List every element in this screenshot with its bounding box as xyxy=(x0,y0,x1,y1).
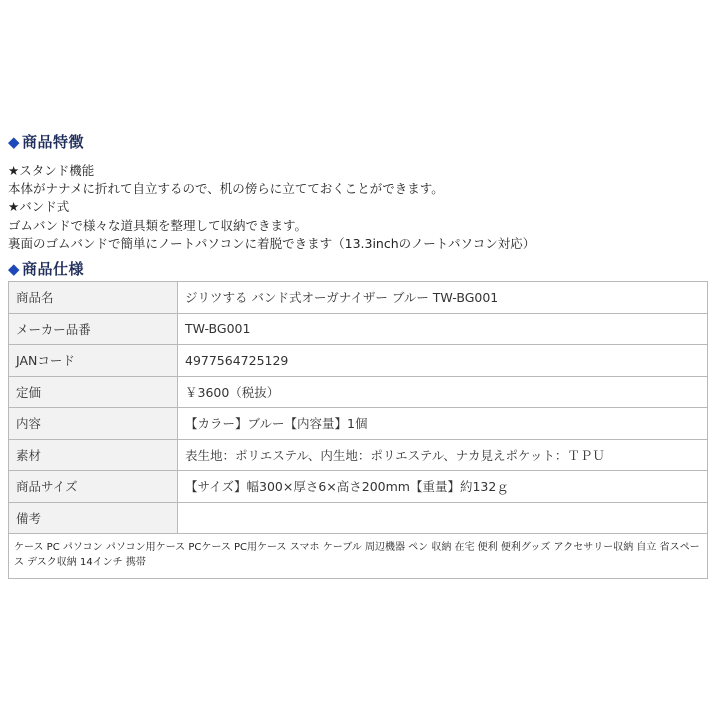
spec-row-material xyxy=(9,439,708,471)
spec-value: 4977564725129 xyxy=(178,345,708,377)
spec-row-keywords xyxy=(9,534,708,579)
feature-line: 裏面のゴムバンドで簡単にノートパソコンに着脱できます（13.3inchのノートパソコン対応） xyxy=(8,235,536,251)
features-text xyxy=(8,162,535,253)
spec-row-jan-code xyxy=(9,345,708,377)
spec-label: メーカー品番 xyxy=(9,313,178,345)
spec-row-contents xyxy=(9,408,708,440)
spec-row-notes xyxy=(9,502,708,534)
spec-heading-text: 商品仕様 xyxy=(22,260,85,278)
spec-label: 素材 xyxy=(9,439,178,471)
spec-label: 商品名 xyxy=(9,282,178,314)
spec-heading xyxy=(8,258,84,279)
spec-row-price xyxy=(9,376,708,408)
spec-label: JANコード xyxy=(9,345,178,377)
spec-row-size xyxy=(9,471,708,503)
spec-value xyxy=(178,502,708,534)
spec-value: 【サイズ】幅300×厚さ6×高さ200mm【重量】約132ｇ xyxy=(178,471,708,503)
spec-value: TW-BG001 xyxy=(178,313,708,345)
feature-line: 本体がナナメに折れて自立するので、机の傍らに立てておくことができます。 xyxy=(8,181,444,197)
spec-row-product-name xyxy=(9,282,708,314)
spec-label: 備考 xyxy=(9,502,178,534)
spec-table xyxy=(8,281,708,579)
features-heading-text: 商品特徴 xyxy=(22,133,85,151)
feature-line: ゴムバンドで様々な道具類を整理して収納できます。 xyxy=(8,217,308,233)
spec-value: 【カラー】ブルー【内容量】1個 xyxy=(178,408,708,440)
spec-row-model-number xyxy=(9,313,708,345)
diamond-icon: ◆ xyxy=(8,133,21,151)
diamond-icon: ◆ xyxy=(8,260,21,278)
spec-value: ジリツする バンド式オーガナイザー ブルー TW-BG001 xyxy=(178,282,708,314)
spec-label: 商品サイズ xyxy=(9,471,178,503)
feature-line: ★バンド式 xyxy=(8,199,70,215)
spec-label: 定価 xyxy=(9,376,178,408)
feature-line: ★スタンド機能 xyxy=(8,163,95,178)
spec-value: ￥3600（税抜） xyxy=(178,376,708,408)
features-heading xyxy=(8,131,84,152)
spec-value: 表生地：ポリエステル、内生地：ポリエステル、ナカ見えポケット：ＴＰＵ xyxy=(178,439,708,471)
keywords-text: ケース PC パソコン パソコン用ケース PCケース PC用ケース スマホ ケーブル 周辺機器 ペン 収納 在宅 便利 便利グッズ アクセサリー収納 自立 省スペース デスク収納 14インチ 携帯 xyxy=(9,534,708,579)
spec-label: 内容 xyxy=(9,408,178,440)
